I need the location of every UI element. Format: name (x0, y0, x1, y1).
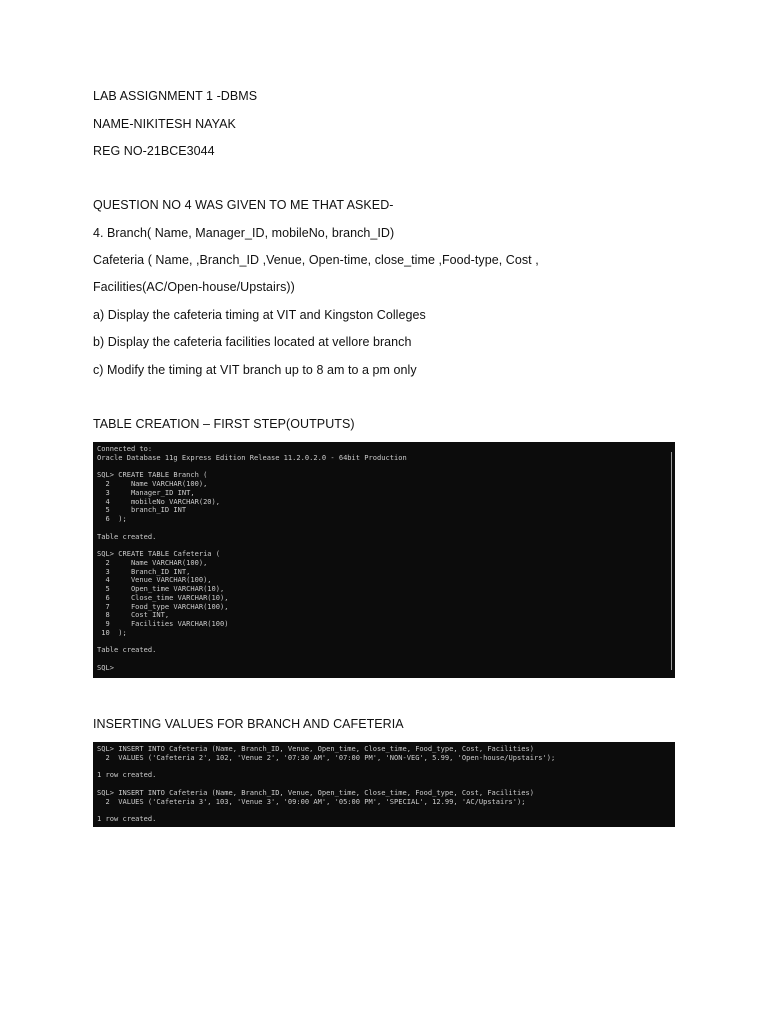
section-heading-inserting-values: INSERTING VALUES FOR BRANCH AND CAFETERIA (93, 717, 404, 731)
student-name: NAME-NIKITESH NAYAK (93, 117, 236, 131)
console-output-table-creation: Connected to: Oracle Database 11g Express Edition Release 11.2.0.2.0 - 64bit Production SQL> CREATE TABLE Branch ( 2 Name VARCHAR(100), 3 Manager_ID INT, 4 mobileNo VARCHAR(20), 5 branch_ID INT 6 ); Table created. SQL> CREATE TABLE Cafeteria ( 2 Name VARCHAR(100), 3 Branch_ID INT, 4 Venue VARCHAR(100), 5 Open_time VARCHAR(10), 6 Close_time VARCHAR(10), 7 Food_type VARCHAR(100), 8 Cost INT, 9 Facilities VARCHAR(100) 10 ); Table created. SQL> (97, 444, 407, 672)
assignment-title: LAB ASSIGNMENT 1 -DBMS (93, 89, 258, 103)
branch-schema: 4. Branch( Name, Manager_ID, mobileNo, branch_ID) (93, 226, 395, 240)
console-output-insert-values: SQL> INSERT INTO Cafeteria (Name, Branch_ID, Venue, Open_time, Close_time, Food_type, Cost, Facilities) 2 VALUES ('Cafeteria 2', 102, 'Venue 2', '07:30 AM', '07:00 PM', 'NON-VEG', 5.99, 'Open-house/Upstairs'); 1 row created. SQL> INSERT INTO Cafeteria (Name, Branch_ID, Venue, Open_time, Close_time, Food_type, Cost, Facilities) 2 VALUES ('Cafeteria 3', 103, 'Venue 3', '09:00 AM', '05:00 PM', 'SPECIAL', 12.99, 'AC/Upstairs'); 1 row created. (97, 744, 556, 823)
task-b: b) Display the cafeteria facilities located at vellore branch (93, 335, 412, 349)
question-intro: QUESTION NO 4 WAS GIVEN TO ME THAT ASKED- (93, 198, 394, 212)
task-a: a) Display the cafeteria timing at VIT and Kingston Colleges (93, 308, 426, 322)
cafeteria-schema-continued: Facilities(AC/Open-house/Upstairs)) (93, 280, 295, 294)
console-screenshot-table-creation (93, 442, 675, 678)
console-screenshot-insert-values (93, 742, 675, 827)
registration-number: REG NO-21BCE3044 (93, 144, 215, 158)
section-heading-table-creation: TABLE CREATION – FIRST STEP(OUTPUTS) (93, 417, 355, 431)
cafeteria-schema: Cafeteria ( Name, ,Branch_ID ,Venue, Open-time, close_time ,Food-type, Cost , (93, 253, 539, 267)
task-c: c) Modify the timing at VIT branch up to 8 am to a pm only (93, 363, 417, 377)
console-scrollbar (671, 452, 672, 670)
